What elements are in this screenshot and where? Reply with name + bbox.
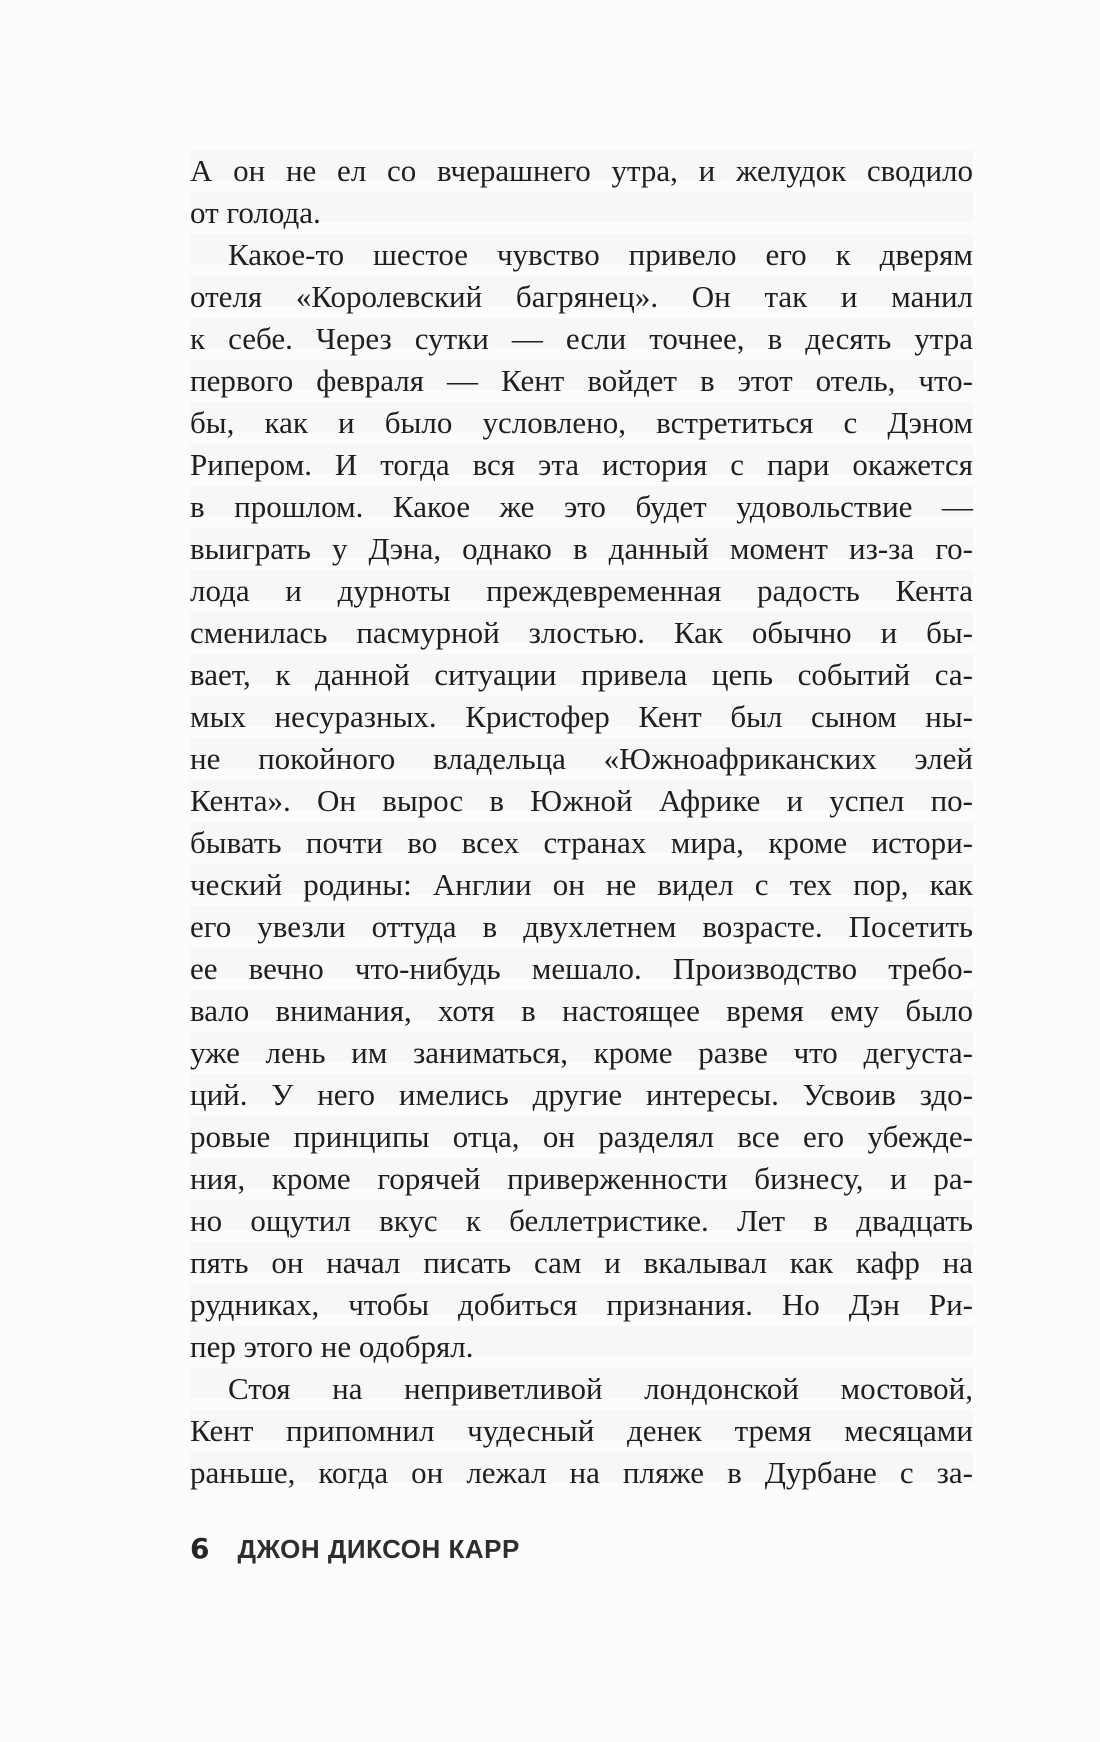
page-footer xyxy=(190,1532,973,1565)
text-line: выиграть у Дэна, однако в данный момент из-за го- xyxy=(190,531,973,566)
text-line: Рипером. И тогда вся эта история с пари окажется xyxy=(190,447,973,482)
text-line: ее вечно что-нибудь мешало. Производство требо- xyxy=(190,951,973,986)
text-line: отеля «Королевский багрянец». Он так и манил xyxy=(190,279,973,314)
text-line: рудниках, чтобы добиться признания. Но Дэн Ри- xyxy=(190,1287,973,1322)
paragraph xyxy=(190,234,973,1368)
paragraph xyxy=(190,150,973,234)
body-text xyxy=(190,150,973,1494)
text-line: А он не ел со вчерашнего утра, и желудок сводило xyxy=(190,153,973,188)
text-line: от голода. xyxy=(190,195,321,230)
text-line: Кент припомнил чудесный денек тремя месяцами xyxy=(190,1413,973,1448)
page-number: 6 xyxy=(190,1532,210,1565)
text-line: вает, к данной ситуации привела цепь событий са- xyxy=(190,657,973,692)
text-line: но ощутил вкус к беллетристике. Лет в двадцать xyxy=(190,1203,973,1238)
text-line: его увезли оттуда в двухлетнем возрасте. Посетить xyxy=(190,909,973,944)
text-line: вало внимания, хотя в настоящее время ему было xyxy=(190,993,973,1028)
text-line: Кента». Он вырос в Южной Африке и успел по- xyxy=(190,783,973,818)
text-line: пять он начал писать сам и вкалывал как кафр на xyxy=(190,1245,973,1280)
text-line: ческий родины: Англии он не видел с тех пор, как xyxy=(190,867,973,902)
text-line: в прошлом. Какое же это будет удовольствие — xyxy=(190,489,973,524)
text-line: ровые принципы отца, он разделял все его убежде- xyxy=(190,1119,973,1154)
text-line: мых несуразных. Кристофер Кент был сыном ны- xyxy=(190,699,973,734)
text-line: бы, как и было условлено, встретиться с Дэном xyxy=(190,405,973,440)
text-line: раньше, когда он лежал на пляже в Дурбане с за- xyxy=(190,1455,973,1490)
text-line: не покойного владельца «Южноафриканских элей xyxy=(190,741,973,776)
text-line: первого февраля — Кент войдет в этот отель, что- xyxy=(190,363,973,398)
text-line: ния, кроме горячей приверженности бизнесу, и ра- xyxy=(190,1161,973,1196)
paragraph xyxy=(190,1368,973,1494)
text-line: лода и дурноты преждевременная радость Кента xyxy=(190,573,973,608)
text-line: Стоя на неприветливой лондонской мостовой, xyxy=(228,1371,973,1406)
text-line: пер этого не одобрял. xyxy=(190,1329,474,1364)
text-line: сменилась пасмурной злостью. Как обычно и бы- xyxy=(190,615,973,650)
text-line: ций. У него имелись другие интересы. Усвоив здо- xyxy=(190,1077,973,1112)
text-line: уже лень им заниматься, кроме разве что дегуста- xyxy=(190,1035,973,1070)
text-line: к себе. Через сутки — если точнее, в десять утра xyxy=(190,321,973,356)
running-title-author: ДЖОН ДИКСОН КАРР xyxy=(237,1534,520,1564)
text-line: бывать почти во всех странах мира, кроме истори- xyxy=(190,825,973,860)
text-line: Какое-то шестое чувство привело его к дверям xyxy=(228,237,973,272)
